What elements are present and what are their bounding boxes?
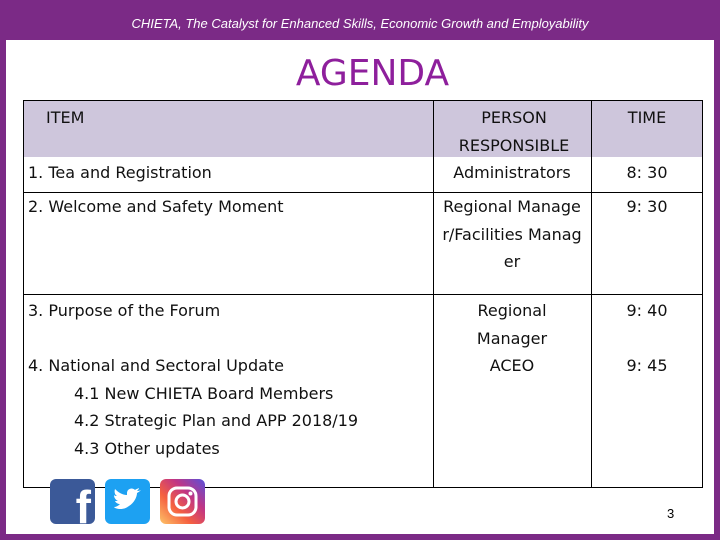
page-number: 3 <box>667 506 675 521</box>
banner-text: CHIETA, The Catalyst for Enhanced Skills, Economic Growth and Employability <box>131 15 589 31</box>
agenda-person: Administrators <box>453 163 571 182</box>
header-person: PERSON RESPONSIBLE <box>458 108 570 155</box>
header-banner <box>6 6 714 40</box>
agenda-subitem: 4.3 Other updates <box>74 439 220 458</box>
agenda-item: 2. Welcome and Safety Moment <box>28 197 284 216</box>
agenda-person: ACEO <box>489 356 535 375</box>
row-divider <box>24 294 702 295</box>
agenda-time: 9: 45 <box>626 356 668 375</box>
agenda-time: 9: 40 <box>626 301 668 320</box>
agenda-item: 3. Purpose of the Forum <box>28 301 221 320</box>
agenda-item: 4. National and Sectoral Update <box>28 356 285 375</box>
agenda-subitem: 4.1 New CHIETA Board Members <box>74 384 334 403</box>
social-icons <box>50 479 205 525</box>
header-time: TIME <box>627 108 667 127</box>
agenda-table <box>23 100 703 488</box>
agenda-person: Regional Manager <box>476 301 548 348</box>
agenda-time: 9: 30 <box>626 197 668 216</box>
agenda-item: 1. Tea and Registration <box>28 163 212 182</box>
twitter-icon[interactable] <box>105 479 150 524</box>
agenda-subitem: 4.2 Strategic Plan and APP 2018/19 <box>74 411 359 430</box>
header-item: ITEM <box>46 108 85 127</box>
facebook-icon[interactable]: f <box>50 479 95 524</box>
instagram-icon[interactable] <box>160 479 205 524</box>
page-title: AGENDA <box>295 53 450 94</box>
agenda-time: 8: 30 <box>626 163 668 182</box>
agenda-person: Regional Manager/Facilities Manager <box>442 197 582 271</box>
